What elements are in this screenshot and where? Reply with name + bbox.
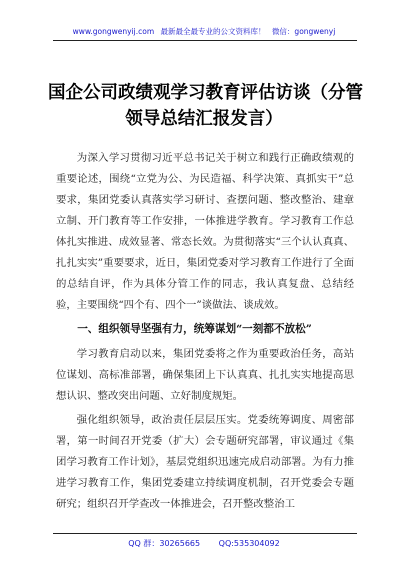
title-line-1: 国企公司政绩观学习教育评估访谈（分管 <box>48 83 363 103</box>
header-site-link[interactable]: www.gongwenyij.com <box>72 27 155 36</box>
footer-divider <box>53 533 357 534</box>
header-promo: 最新最全最专业的公文资料库！ <box>160 27 266 36</box>
paragraph-2: 学习教育启动以来，集团党委将之作为重要政治任务，高站位谋划、高标准部署，确保集团上下认真真、扎扎实实地提高思想认识、整改突出问题、立好制度规矩。 <box>56 348 354 402</box>
paragraph-intro: 为深入学习贯彻习近平总书记关于树立和践行正确政绩观的重要论述，围绕“立党为公、为民造福、科学决策、真抓实干”总要求，集团党委认真落实学习研讨、查摆问题、整改整治、建章立制、开门教育等工作安排，一体推进学教育。学习教育工作总体扎实推进、成效显著、常态长效。为贯彻落实“三个认认真真、扎扎实实”重要要求，近日，集团党委对学习教育工作进行了全面的总结自评，作为具体分管工作的同志，我认真复盘、总结经验，主要围绕“四个有、四个一”谈做法、谈成效。 <box>56 152 354 311</box>
header-divider <box>53 40 357 41</box>
footer-qq: QQ:535304092 <box>218 539 280 548</box>
section-heading-1: 一、组织领导坚强有力，统筹谋划“一刻都不放松” <box>77 323 312 335</box>
document-body <box>56 148 354 518</box>
header-wechat: 微信：gongwenyj <box>271 27 336 36</box>
page-header <box>0 26 408 37</box>
footer-qq-group: QQ 群：30265665 <box>128 539 201 548</box>
document-title <box>48 80 363 132</box>
paragraph-3: 强化组织领导，政治责任层层压实。党委统筹调度、周密部署，第一时间召开党委（扩大）会专题研究部署，审议通过《集团学习教育工作计划》，基层党组织迅速完成启动部署。为有力推进学习教育工作，集团党委建立持续调度机制，召开党委会专题研究；组织召开学查改一体推进会，召开整改整治工 <box>56 414 354 510</box>
title-line-2: 领导总结汇报发言） <box>125 109 283 129</box>
page-footer <box>0 538 408 549</box>
